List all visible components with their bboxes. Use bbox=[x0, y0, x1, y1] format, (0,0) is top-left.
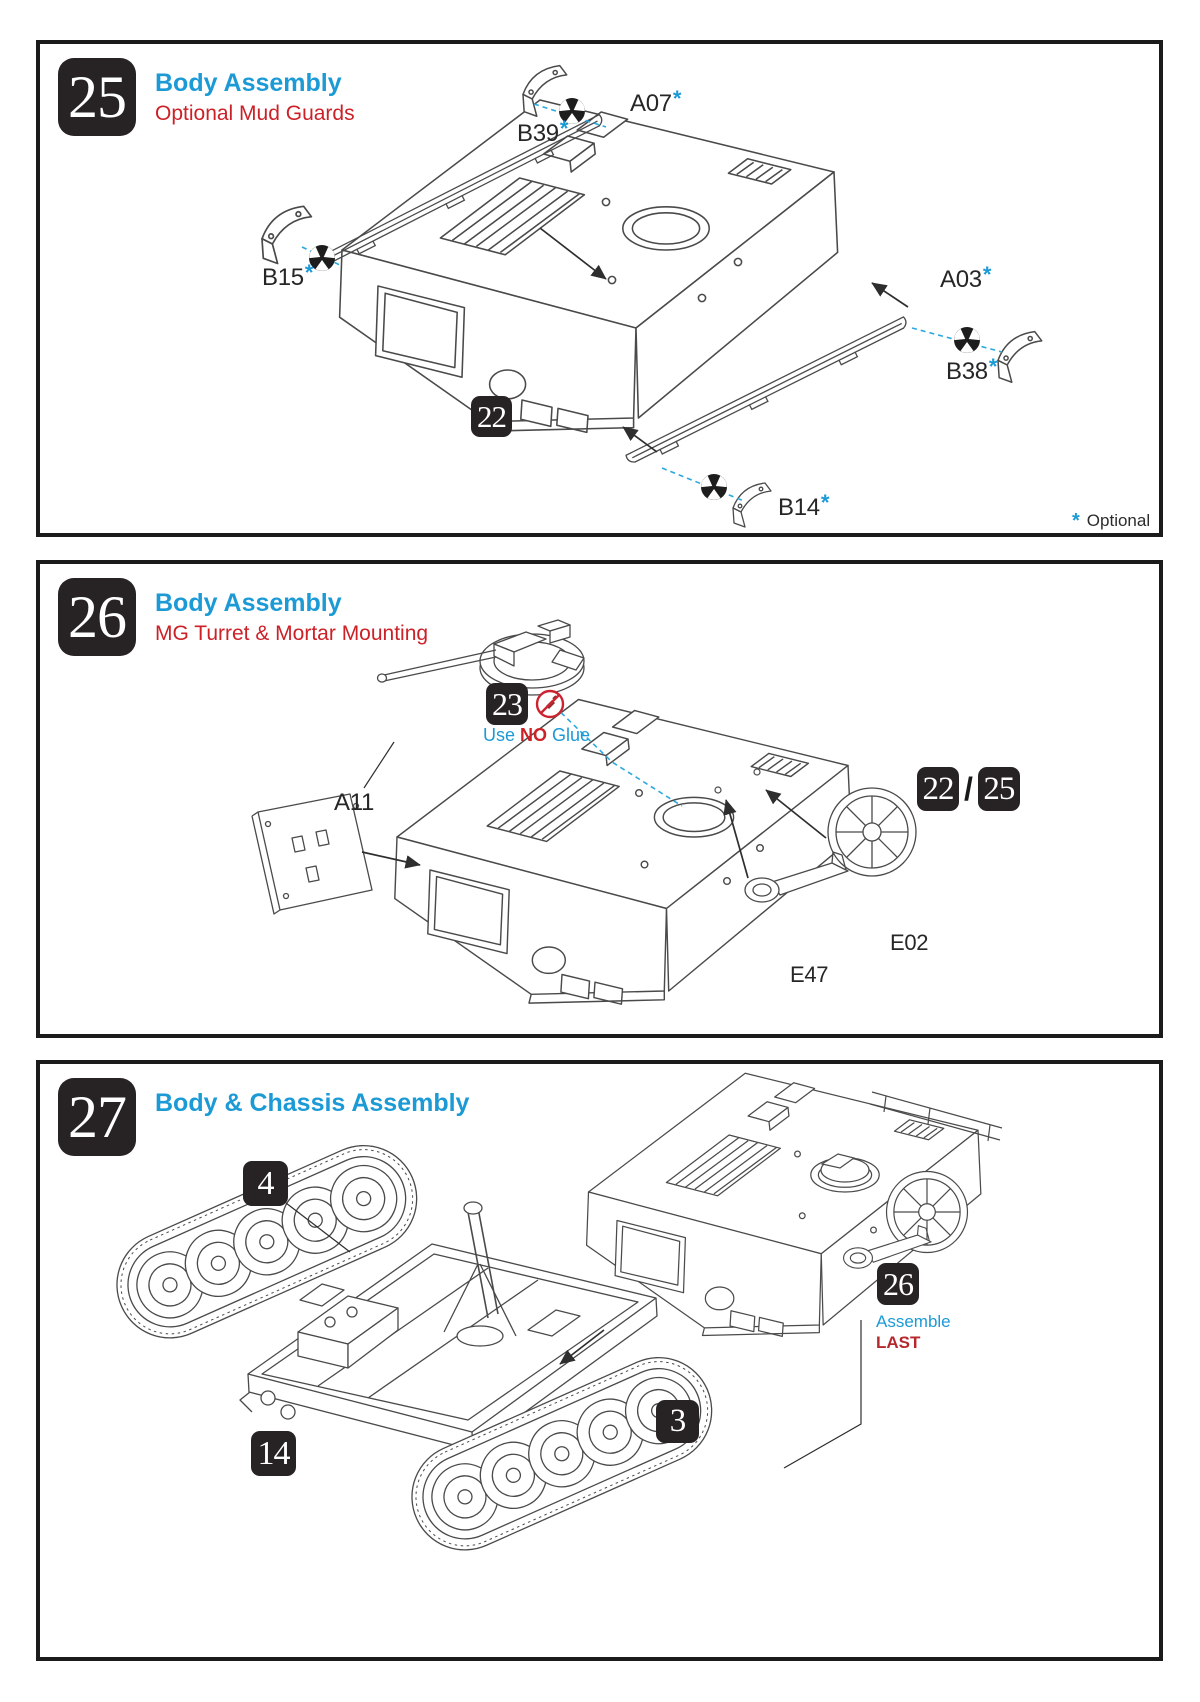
assemble-note-line2: LAST bbox=[876, 1333, 921, 1353]
footnote-text: Optional bbox=[1086, 511, 1151, 530]
leader-line bbox=[784, 1320, 861, 1468]
step-number-badge: 26 bbox=[58, 578, 136, 656]
assemble-last-note bbox=[876, 1311, 951, 1354]
step-subtitle: Optional Mud Guards bbox=[155, 101, 355, 125]
subassembly-ref-badge-26: 26 bbox=[877, 1263, 919, 1305]
asterisk-marker: * bbox=[1072, 510, 1080, 532]
step-titles bbox=[155, 58, 355, 136]
optional-asterisk: * bbox=[304, 260, 314, 285]
part-code: A03 bbox=[940, 266, 982, 293]
part-code: B14 bbox=[778, 494, 820, 521]
subassembly-ref-badge-25: 25 bbox=[978, 767, 1020, 811]
subassembly-ref-badge-23: 23 bbox=[486, 683, 528, 725]
sprocket-wheel-e02 bbox=[828, 788, 916, 876]
no-glue-icon bbox=[532, 686, 568, 722]
subassembly-ref-badge-4: 4 bbox=[243, 1161, 288, 1206]
step-number-badge: 27 bbox=[58, 1078, 136, 1156]
part-label-a03 bbox=[940, 262, 992, 293]
part-label-b39 bbox=[517, 116, 569, 147]
part-label-e02: E02 bbox=[890, 930, 929, 955]
part-label-b14 bbox=[778, 490, 830, 521]
optional-asterisk: * bbox=[988, 354, 998, 379]
step-title: Body & Chassis Assembly bbox=[155, 1089, 470, 1117]
step-title: Body Assembly bbox=[155, 69, 342, 97]
step-subtitle: MG Turret & Mortar Mounting bbox=[155, 621, 429, 645]
part-code: B15 bbox=[262, 264, 304, 291]
part-label-a07 bbox=[630, 86, 682, 117]
guard-b15 bbox=[262, 206, 311, 263]
part-code: B39 bbox=[517, 120, 559, 147]
optional-asterisk: * bbox=[982, 262, 992, 287]
step-number-badge: 25 bbox=[58, 58, 136, 136]
step-26-panel bbox=[36, 560, 1163, 1038]
part-label-e47: E47 bbox=[790, 962, 829, 987]
part-label-a11: A11 bbox=[334, 789, 375, 816]
glue-note-use: Use bbox=[483, 725, 516, 745]
step-titles bbox=[155, 578, 428, 656]
glue-note-glue: Glue bbox=[552, 725, 591, 745]
guard-b14 bbox=[733, 483, 771, 527]
subassembly-ref-pair bbox=[917, 767, 1020, 811]
step-25-header bbox=[58, 58, 355, 136]
part-code: B38 bbox=[946, 358, 988, 385]
step-25-panel bbox=[36, 40, 1163, 537]
subassembly-ref-badge-22: 22 bbox=[471, 396, 512, 437]
part-code: A07 bbox=[630, 90, 672, 117]
step-26-header bbox=[58, 578, 428, 656]
part-label-b38 bbox=[946, 354, 998, 385]
part-label-b15 bbox=[262, 260, 314, 291]
step-titles bbox=[155, 1078, 469, 1156]
assembly-arrow bbox=[872, 283, 908, 307]
hull-body-22-25 bbox=[395, 700, 852, 1005]
glue-note-no: NO bbox=[520, 725, 548, 745]
optional-asterisk: * bbox=[672, 86, 682, 111]
step-27-panel bbox=[36, 1060, 1163, 1661]
subassembly-ref-badge-3: 3 bbox=[656, 1400, 699, 1443]
subassembly-ref-badge-14: 14 bbox=[251, 1431, 296, 1476]
optional-footnote bbox=[1072, 510, 1150, 530]
use-no-glue-note bbox=[483, 726, 590, 744]
subassembly-ref-badge-22: 22 bbox=[917, 767, 959, 811]
leader-line bbox=[364, 742, 394, 788]
optional-asterisk: * bbox=[559, 116, 569, 141]
glue-icon bbox=[953, 327, 982, 353]
glue-icon bbox=[700, 474, 729, 500]
step-title: Body Assembly bbox=[155, 589, 342, 617]
assemble-note-line1: Assemble bbox=[876, 1312, 951, 1331]
step-27-header bbox=[58, 1078, 469, 1156]
slash-separator: / bbox=[964, 770, 973, 807]
optional-asterisk: * bbox=[820, 490, 830, 515]
guard-b38 bbox=[998, 332, 1042, 383]
